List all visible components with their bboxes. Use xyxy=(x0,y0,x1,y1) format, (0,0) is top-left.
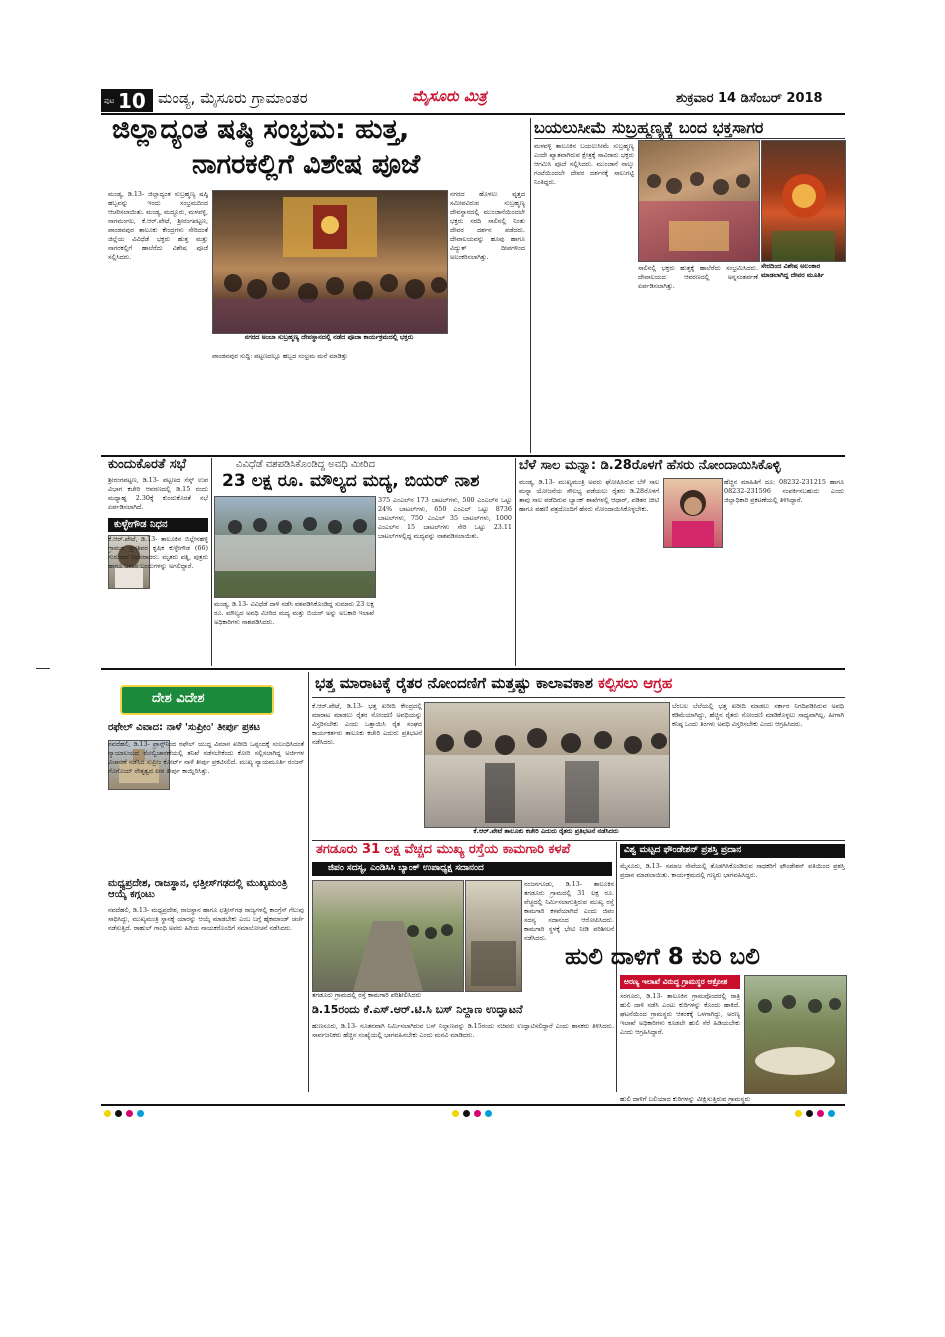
tiger-caption: ಹುಲಿ ದಾಳಿಗೆ ಬಲಿಯಾದ ಕುರಿಗಳನ್ನು ವೀಕ್ಷಿಸುತ್ತಿರುವ ಗ್ರಾಮಸ್ಥರು xyxy=(620,1095,751,1103)
crop-loan-photo xyxy=(663,478,723,548)
liquor-body-2: ಮಂಡ್ಯ, ಡಿ.13- ವಿವಿಧೆಡೆ ದಾಳಿ ನಡೆಸಿ ವಶಪಡಿಸಿಕೊಂಡಿದ್ದ ಸುಮಾರು 23 ಲಕ್ಷ ರೂ. ಮೌಲ್ಯದ ಅವಧಿ ಮೀರಿದ ಮದ್ಯ ಮತ್ತು ಬಿಯರ್ ಅನ್ನು ಅಬಕಾರಿ ಇಲಾಖೆ ಅಧಿಕಾರಿಗಳು ನಾಶಪಡಿಸಿದರು. xyxy=(214,600,374,626)
road-subhead: ಜಿಪಂ ಸದಸ್ಯ, ಎಂಡಿಸಿಸಿ ಬ್ಯಾಂಕ್ ಉಪಾಧ್ಯಕ್ಷ ಸದಾನಂದ xyxy=(328,863,484,873)
vishwa-headline: ವಿಶ್ವ ಮಟ್ಟದ ಫೌಂಡೇಶನ್ ಪ್ರಶಸ್ತಿ ಪ್ರದಾನ xyxy=(620,844,845,858)
paddy-headline-main: ಭತ್ತ ಮಾರಾಟಕ್ಕೆ ರೈತರ ನೋಂದಣಿಗೆ ಮತ್ತಷ್ಟು ಕಾಲಾವಕಾಶ xyxy=(315,674,599,692)
registration-dot-magenta-mid xyxy=(474,1110,481,1117)
devotees-body-2: ಸಾಲಿನಲ್ಲಿ ಭಕ್ತರು ಹುತ್ತಕ್ಕೆ ಹಾಲೆರೆದು ಸಂಭ್ರಮಿಸಿದರು. ದೇವಾಲಯದ ಆವರಣದಲ್ಲಿ ಅನ್ನಸಂತರ್ಪಣೆ ಏರ್ಪಡಿಸಲಾಗಿತ್ತು. xyxy=(638,264,758,290)
lead-photo xyxy=(212,190,448,334)
official-portrait-image xyxy=(664,479,722,547)
crop-mark-left xyxy=(36,668,50,669)
desha-videsha-banner xyxy=(120,685,274,715)
lead-body-col1: ಮಂಡ್ಯ, ಡಿ.13- ಜಿಲ್ಲಾದ್ಯಂತ ಸುಬ್ರಹ್ಮಣ್ಯ ಷಷ್ಠಿ ಹಬ್ಬವನ್ನು ಇಂದು ಸಂಭ್ರಮದಿಂದ ಆಚರಿಸಲಾಯಿತು. ಮಂಡ್ಯ, ಮದ್ದೂರು, ಮಳವಳ್ಳಿ, ನಾಗಮಂಗಲ, ಕೆ.ಆರ್.ಪೇಟೆ, ಶ್ರೀರಂಗಪಟ್ಟಣ, ಪಾಂಡವಪುರ ತಾಲೂಕು ಕೇಂದ್ರಗಳು ಸೇರಿದಂತೆ ಜಿಲ್ಲೆಯ ವಿವಿಧೆಡೆ ಭಕ್ತರು ಹುತ್ತ ಮತ್ತು ನಾಗರಕಲ್ಲಿಗೆ ಹಾಲೆರೆದು ವಿಶೇಷ ಪೂಜೆ ಸಲ್ಲಿಸಿದರು. xyxy=(108,190,208,261)
dcc-headline: ಡಿ.15ರಂದು ಕೆ.ಎಸ್.ಆರ್.ಟಿ.ಸಿ ಬಸ್ ನಿಲ್ದಾಣ ಉದ್ಘಾಟನೆ xyxy=(312,1003,523,1016)
road-surface-image xyxy=(466,881,521,991)
rafale-body: ನವದೆಹಲಿ, ಡಿ.13- ಫ್ರಾನ್ಸ್‌ನಿಂದ ರಫೇಲ್ ಯುದ್ಧ ವಿಮಾನ ಖರೀದಿ ಒಪ್ಪಂದಕ್ಕೆ ಸಂಬಂಧಿಸಿದಂತೆ ನ್ಯಾಯಾಲಯದ ಮೇಲ್ವಿಚಾರಣೆಯಲ್ಲಿ ತನಿಖೆ ನಡೆಸಬೇಕೆಂದು ಕೋರಿ ಸಲ್ಲಿಸಲಾಗಿದ್ದ ಅರ್ಜಿಗಳ ವಿಚಾರಣೆ ನಡೆಸಿದ ಸುಪ್ರೀಂ ಕೋರ್ಟ್ ನಾಳೆ ತೀರ್ಪು ಪ್ರಕಟಿಸಲಿದೆ. ಮುಖ್ಯ ನ್ಯಾಯಮೂರ್ತಿ ರಂಜನ್ ಗೊಗೊಯ್ ನೇತೃತ್ವದ ಪೀಠ ತೀರ್ಪು ಕಾಯ್ದಿರಿಸಿತ್ತು. xyxy=(108,740,304,775)
desha-divider xyxy=(308,672,309,1092)
lead-subhead: ಪಾಂಡವಪುರ ಸುದ್ದಿ: ಪಟ್ಟಣದಲ್ಲೂ ಹಬ್ಬದ ಸಂಭ್ರಮ ಮನೆ ಮಾಡಿತ್ತು xyxy=(212,352,348,360)
masthead-logo: ಮೈಸೂರು ಮಿತ್ರ xyxy=(412,87,487,105)
page-number: 10 xyxy=(118,89,146,113)
paddy-headline-rule xyxy=(312,697,845,698)
devotees-photo-deity xyxy=(761,140,846,262)
tiger-subhead: ಅರಣ್ಯ ಇಲಾಖೆ ವಿರುದ್ಧ ಗ್ರಾಮಸ್ಥರ ಆಕ್ರೋಶ xyxy=(624,977,728,986)
devotees-caption: ಸೇರದಿಂದ ವಿಶೇಷ ಅಲಂಕಾರ ಮಾಡಲಾಗಿದ್ದ ದೇವರ ಮೂರ್ತಿ xyxy=(761,262,825,279)
farmers-protest-image xyxy=(425,703,669,827)
crop-loan-body-2: ಹೆಚ್ಚಿನ ಮಾಹಿತಿಗೆ ದೂ: 08232-231215 ಹಾಗೂ 08232-231596 ಸಂಪರ್ಕಿಸಬಹುದು ಎಂದು ಜಿಲ್ಲಾಧಿಕಾರಿ ಪ್ರಕಟಣೆಯಲ್ಲಿ ತಿಳಿಸಿದ್ದಾರೆ. xyxy=(724,478,844,504)
road-headline-rule xyxy=(312,840,845,841)
registration-dot-cyan-right xyxy=(828,1110,835,1117)
devotee-queue-image xyxy=(639,141,759,261)
paddy-headline-highlight: ಕಲ್ಪಿಸಲು ಆಗ್ರಹ xyxy=(598,674,673,692)
obituary-title-bar xyxy=(108,518,208,532)
kundu-divider xyxy=(211,458,212,666)
road-headline: ತಗಡೂರು 31 ಲಕ್ಷ ವೆಚ್ಚದ ಮುಖ್ಯ ರಸ್ತೆಯ ಕಾಮಗಾರಿ ಕಳಪೆ xyxy=(316,842,571,857)
bottom-rule xyxy=(101,1104,845,1106)
registration-dot-black xyxy=(115,1110,122,1117)
registration-dot-magenta xyxy=(126,1110,133,1117)
liquor-divider xyxy=(515,458,516,666)
liquor-body: 375 ಎಂಎಲ್‌ನ 173 ಬಾಟಲ್‌ಗಳು, 500 ಎಂಎಲ್‌ನ ಒಟ್ಟು 24% ಬಾಟಲ್‌ಗಳು, 650 ಎಂಎಲ್ ಒಟ್ಟು 8736 ಬಾಟಲ್‌ಗಳು, 750 ಎಂಎಲ್ 35 ಬಾಟಲ್‌ಗಳು, 1000 ಎಂಎಲ್‌ನ 15 ಬಾಟಲ್‌ಗಳು ಸೇರಿ ಒಟ್ಟು 23.11 ಬಾಟಲ್‌ಗಳಲ್ಲಿದ್ದ ಮದ್ಯವನ್ನು ನಾಶಪಡಿಸಲಾಯಿತು. xyxy=(378,496,512,540)
road-body: ನಂಜನಗೂಡು, ಡಿ.13- ತಾಲೂಕಿನ ತಗಡೂರು ಗ್ರಾಮದಲ್ಲಿ 31 ಲಕ್ಷ ರೂ. ವೆಚ್ಚದಲ್ಲಿ ನಿರ್ಮಿಸಲಾಗುತ್ತಿರುವ ಮುಖ್ಯ ರಸ್ತೆ ಕಾಮಗಾರಿ ಕಳಪೆಯಾಗಿದೆ ಎಂದು ಜಿಪಂ ಸದಸ್ಯ ಸದಾನಂದ ಆರೋಪಿಸಿದರು. ಕಾಮಗಾರಿ ಸ್ಥಳಕ್ಕೆ ಭೇಟಿ ನೀಡಿ ಪರಿಶೀಲನೆ ನಡೆಸಿದರು. xyxy=(524,880,614,942)
registration-dot-magenta-right xyxy=(817,1110,824,1117)
paddy-photo xyxy=(424,702,670,828)
section-title: ಮಂಡ್ಯ, ಮೈಸೂರು ಗ್ರಾಮಾಂತರ xyxy=(158,89,308,107)
mid-section-rule xyxy=(101,668,845,670)
devotees-body-1: ಮಳವಳ್ಳಿ ತಾಲೂಕಿನ ಬಯಲುಸೀಮೆ ಸುಬ್ರಹ್ಮಣ್ಯ ಎಂದೇ ಖ್ಯಾತವಾಗಿರುವ ಕ್ಷೇತ್ರಕ್ಕೆ ಸಾವಿರಾರು ಭಕ್ತರು ಆಗಮಿಸಿ ಪೂಜೆ ಸಲ್ಲಿಸಿದರು. ಮುಂಜಾನೆ ನಾಲ್ಕು ಗಂಟೆಯಿಂದಲೇ ದೇವರ ದರ್ಶನಕ್ಕೆ ಸಾಲುಗಟ್ಟಿ ನಿಂತಿದ್ದರು. xyxy=(534,142,634,186)
obituary-body: ಕೆ.ಆರ್.ಪೇಟೆ, ಡಿ.13- ತಾಲೂಕಿನ ಬಿಲ್ಲೇನಹಳ್ಳಿ ಗ್ರಾಮದ ಪ್ರಗತಿಪರ ಕೃಷಿಕ ಕುಳ್ಳೇಗೌಡ (66) ಗುರುವಾರ ನಿಧನರಾದರು. ಮೃತರು ಪತ್ನಿ, ಪುತ್ರರು ಹಾಗೂ ಅಪಾರ ಬಂಧುಗಳನ್ನು ಅಗಲಿದ್ದಾರೆ. xyxy=(108,535,208,570)
liquor-headline: 23 ಲಕ್ಷ ರೂ. ಮೌಲ್ಯದ ಮದ್ಯ, ಬಿಯರ್ ನಾಶ xyxy=(222,471,480,491)
desha-videsha-label: ದೇಶ ವಿದೇಶ xyxy=(152,691,205,706)
crop-loan-headline: ಬೆಳೆ ಸಾಲ ಮನ್ನಾ: ಡಿ.28ರೊಳಗೆ ಹೆಸರು ನೋಂದಾಯಿಸಿಕೊಳ್ಳಿ xyxy=(519,458,781,473)
registration-dot-cyan xyxy=(137,1110,144,1117)
tiger-subhead-bar xyxy=(620,975,740,989)
paddy-headline xyxy=(315,675,845,692)
lead-photo-caption: ನಗರದ ಅಂಬಾ ಸುಬ್ರಹ್ಮಣ್ಯ ದೇವಸ್ಥಾನದಲ್ಲಿ ನಡೆದ ಪೂಜಾ ಕಾರ್ಯಕ್ರಮದಲ್ಲಿ ಭಕ್ತರು xyxy=(244,333,414,341)
road-subhead-bar xyxy=(312,862,612,876)
rafale-headline: ರಫೇಲ್ ವಿವಾದ: ನಾಳೆ 'ಸುಪ್ರೀಂ' ತೀರ್ಪು ಪ್ರಕಟ xyxy=(108,722,261,733)
paddy-caption: ಕೆ.ಆರ್.ಪೇಟೆ ತಾಲೂಕು ಕಚೇರಿ ಎದುರು ರೈತರು ಪ್ರತಿಭಟನೆ ನಡೆಸಿದರು xyxy=(473,827,619,835)
cm-selection-headline: ಮಧ್ಯಪ್ರದೇಶ, ರಾಜಸ್ಥಾನ, ಛತ್ತೀಸ್‌ಗಢದಲ್ಲಿ ಮುಖ್ಯಮಂತ್ರಿ ಆಯ್ಕೆ ಕಗ್ಗಂಟು xyxy=(108,878,288,900)
registration-dot-black-right xyxy=(806,1110,813,1117)
paddy-body-2: ಬೆಂಬಲ ಬೆಲೆಯಲ್ಲಿ ಭತ್ತ ಖರೀದಿ ಮಾಡಲು ಸರ್ಕಾರ ನಿಗದಿಪಡಿಸಿರುವ ಅವಧಿ ಕಡಿಮೆಯಾಗಿದ್ದು, ಹೆಚ್ಚಿನ ರೈತರು ನೋಂದಣಿ ಮಾಡಿಕೊಳ್ಳಲು ಸಾಧ್ಯವಾಗಿಲ್ಲ. ಹೀಗಾಗಿ ಕನಿಷ್ಠ ಒಂದು ತಿಂಗಳು ಅವಧಿ ವಿಸ್ತರಿಸಬೇಕು ಎಂದು ಆಗ್ರಹಿಸಿದರು. xyxy=(672,702,844,728)
road-photo xyxy=(312,880,464,992)
officials-image xyxy=(215,497,375,597)
deity-image xyxy=(762,141,845,261)
registration-dot-yellow-right xyxy=(795,1110,802,1117)
registration-dot-yellow xyxy=(104,1110,111,1117)
crop-loan-body: ಮಂಡ್ಯ, ಡಿ.13- ಮುಖ್ಯಮಂತ್ರಿ ಅವರು ಘೋಷಿಸಿರುವ ಬೆಳೆ ಸಾಲ ಮನ್ನಾ ಯೋಜನೆಯ ಸೌಲಭ್ಯ ಪಡೆಯಲು ರೈತರು ಡಿ.28ರೊಳಗೆ ತಾವು ಸಾಲ ಪಡೆದಿರುವ ಬ್ಯಾಂಕ್ ಶಾಖೆಗಳಲ್ಲಿ ಆಧಾರ್, ಪಡಿತರ ಚೀಟಿ ಹಾಗೂ ಪಹಣಿ ಪತ್ರದೊಂದಿಗೆ ಹೆಸರು ನೋಂದಾಯಿಸಿಕೊಳ್ಳಬೇಕು. xyxy=(519,478,659,513)
obituary-title: ಕುಳ್ಳೇಗೌಡ ನಿಧನ xyxy=(114,519,168,530)
tiger-body: ಸರಗೂರು, ಡಿ.13- ತಾಲೂಕಿನ ಗ್ರಾಮವೊಂದರಲ್ಲಿ ರಾತ್ರಿ ಹುಲಿ ದಾಳಿ ನಡೆಸಿ ಎಂಟು ಕುರಿಗಳನ್ನು ಕೊಂದು ಹಾಕಿದೆ. ಘಟನೆಯಿಂದ ಗ್ರಾಮಸ್ಥರು ಆತಂಕಕ್ಕೆ ಒಳಗಾಗಿದ್ದು, ಅರಣ್ಯ ಇಲಾಖೆ ಅಧಿಕಾರಿಗಳು ಕೂಡಲೇ ಹುಲಿ ಸೆರೆ ಹಿಡಿಯಬೇಕು ಎಂದು ಆಗ್ರಹಿಸಿದ್ದಾರೆ. xyxy=(620,992,740,1036)
dcc-body: ಹುಣಸೂರು, ಡಿ.13- ನೂತನವಾಗಿ ನಿರ್ಮಿಸಲಾಗಿರುವ ಬಸ್ ನಿಲ್ದಾಣವನ್ನು ಡಿ.15ರಂದು ಸಚಿವರು ಉದ್ಘಾಟಿಸಲಿದ್ದಾರೆ ಎಂದು ಶಾಸಕರು ತಿಳಿಸಿದರು. ಸಾರ್ವಜನಿಕರು ಹೆಚ್ಚಿನ ಸಂಖ್ಯೆಯಲ್ಲಿ ಭಾಗವಹಿಸಬೇಕು ಎಂದು ಮನವಿ ಮಾಡಿದರು. xyxy=(312,1022,614,1039)
kundukorathe-headline: ಕುಂದುಕೊರತೆ ಸಭೆ xyxy=(108,457,187,472)
page-label: ಪುಟ xyxy=(104,97,115,105)
vishwa-body: ಮೈಸೂರು, ಡಿ.13- ಸಮಾಜ ಸೇವೆಯಲ್ಲಿ ತೊಡಗಿಸಿಕೊಂಡಿರುವ ಸಾಧಕರಿಗೆ ಫೌಂಡೇಶನ್ ವತಿಯಿಂದ ಪ್ರಶಸ್ತಿ ಪ್ರದಾನ ಮಾಡಲಾಯಿತು. ಕಾರ್ಯಕ್ರಮದಲ್ಲಿ ಗಣ್ಯರು ಭಾಗವಹಿಸಿದ್ದರು. xyxy=(620,862,845,879)
liquor-photo xyxy=(214,496,376,598)
lead-divider xyxy=(530,118,531,453)
road-photo-2 xyxy=(465,880,522,992)
paddy-body-1: ಕೆ.ಆರ್.ಪೇಟೆ, ಡಿ.13- ಭತ್ತ ಖರೀದಿ ಕೇಂದ್ರದಲ್ಲಿ ಮಾರಾಟ ಮಾಡಲು ರೈತರ ನೋಂದಣಿ ಅವಧಿಯನ್ನು ವಿಸ್ತರಿಸಬೇಕು ಎಂದು ಒತ್ತಾಯಿಸಿ ರೈತ ಸಂಘದ ಕಾರ್ಯಕರ್ತರು ತಾಲೂಕು ಕಚೇರಿ ಎದುರು ಪ್ರತಿಭಟನೆ ನಡೆಸಿದರು. xyxy=(312,702,422,746)
lead-headline-line2: ನಾಗರಕಲ್ಲಿಗೆ ವಿಶೇಷ ಪೂಜೆ xyxy=(192,149,421,180)
lead-headline-line1: ಜಿಲ್ಲಾದ್ಯಂತ ಷಷ್ಠಿ ಸಂಭ್ರಮ: ಹುತ್ತ, xyxy=(112,114,410,145)
liquor-kicker: ವಿವಿಧೆಡೆ ವಶಪಡಿಸಿಕೊಂಡಿದ್ದ ಅವಧಿ ಮೀರಿದ xyxy=(236,459,376,470)
page-number-box xyxy=(101,89,153,112)
registration-dot-black-mid xyxy=(463,1110,470,1117)
road-caption: ತಗಡೂರು ಗ್ರಾಮದಲ್ಲಿ ರಸ್ತೆ ಕಾಮಗಾರಿ ಪರಿಶೀಲಿಸಿದರು xyxy=(312,991,422,999)
kundukorathe-body: ಶ್ರೀರಂಗಪಟ್ಟಣ, ಡಿ.13- ಪಟ್ಟಣದ ಸೆಸ್ಕ್ ಉಪ ವಿಭಾಗ ಕಚೇರಿ ಆವರಣದಲ್ಲಿ ಡಿ.15 ರಂದು ಮಧ್ಯಾಹ್ನ 2.30ಕ್ಕೆ ಕುಂದುಕೊರತೆ ಸಭೆ ಏರ್ಪಡಿಸಲಾಗಿದೆ. xyxy=(108,476,208,511)
devotees-headline: ಬಯಲುಸೀಮೆ ಸುಬ್ರಹ್ಮಣ್ಯಕ್ಕೆ ಬಂದ ಭಕ್ತಸಾಗರ xyxy=(534,118,764,137)
issue-date: ಶುಕ್ರವಾರ 14 ಡಿಸೆಂಬರ್ 2018 xyxy=(676,91,823,106)
devotees-headline-rule xyxy=(534,138,845,139)
top-section-rule xyxy=(101,455,845,457)
registration-dot-cyan-mid xyxy=(485,1110,492,1117)
registration-dot-yellow-mid xyxy=(452,1110,459,1117)
temple-crowd-image xyxy=(213,191,447,333)
sheep-carcass-image xyxy=(745,976,846,1093)
devotees-photo-crowd xyxy=(638,140,760,262)
tiger-photo xyxy=(744,975,847,1094)
lead-body-col2: ನಗರದ ಹೊಳಲು ವೃತ್ತದ ಸಮೀಪವಿರುವ ಸುಬ್ರಹ್ಮಣ್ಯ ದೇವಸ್ಥಾನದಲ್ಲಿ ಮುಂಜಾನೆಯಿಂದಲೇ ಭಕ್ತರು ಸರದಿ ಸಾಲಿನಲ್ಲಿ ನಿಂತು ದೇವರ ದರ್ಶನ ಪಡೆದರು. ದೇವಾಲಯವನ್ನು ಹೂವು ಹಾಗೂ ವಿದ್ಯುತ್ ದೀಪಗಳಿಂದ ಅಲಂಕರಿಸಲಾಗಿತ್ತು. xyxy=(450,190,525,261)
tiger-headline: ಹುಲಿ ದಾಳಿಗೆ 8 ಕುರಿ ಬಲಿ xyxy=(565,944,760,970)
road-inspection-image xyxy=(313,881,463,991)
cm-selection-body: ನವದೆಹಲಿ, ಡಿ.13- ಮಧ್ಯಪ್ರದೇಶ, ರಾಜಸ್ಥಾನ ಹಾಗೂ ಛತ್ತೀಸ್‌ಗಢ ರಾಜ್ಯಗಳಲ್ಲಿ ಕಾಂಗ್ರೆಸ್ ಗೆಲುವು ಸಾಧಿಸಿದ್ದು, ಮುಖ್ಯಮಂತ್ರಿ ಸ್ಥಾನಕ್ಕೆ ಯಾರನ್ನು ಆಯ್ಕೆ ಮಾಡಬೇಕು ಎಂಬ ಬಗ್ಗೆ ಹೈಕಮಾಂಡ್ ಚರ್ಚೆ ನಡೆಸುತ್ತಿದೆ. ರಾಹುಲ್ ಗಾಂಧಿ ಅವರು ಹಿರಿಯ ನಾಯಕರೊಂದಿಗೆ ಸಮಾಲೋಚನೆ ನಡೆಸಿದರು. xyxy=(108,906,304,932)
